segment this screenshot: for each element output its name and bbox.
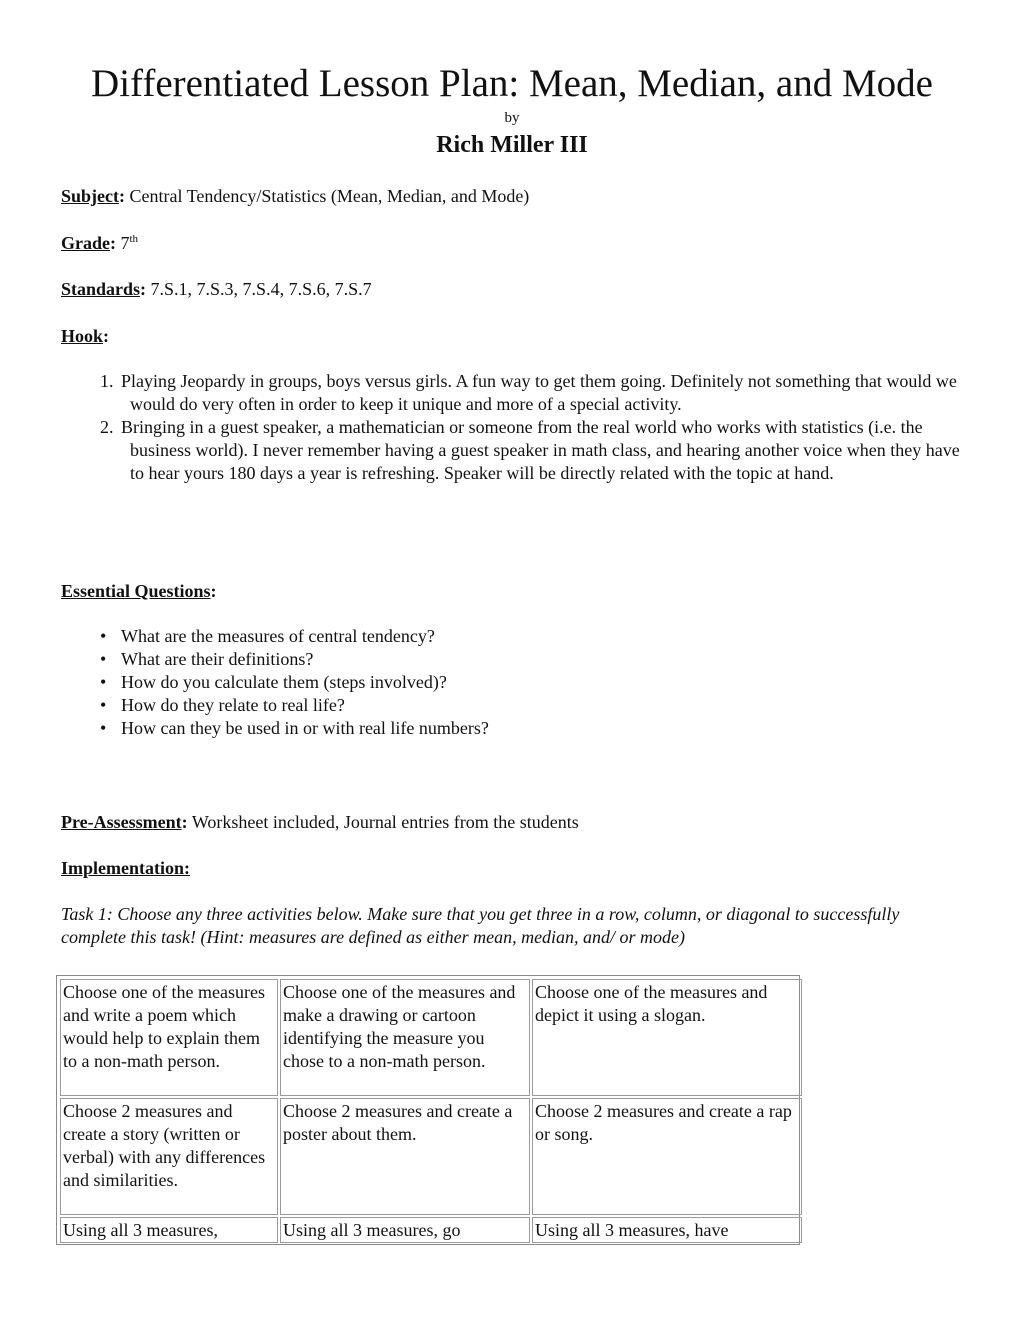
question-text: How do they relate to real life?	[121, 695, 345, 715]
bullet-icon: •	[100, 718, 107, 738]
hook-item-number: 1.	[100, 371, 114, 391]
essential-questions-colon: :	[210, 581, 217, 601]
activity-cell: Choose one of the measures and write a poem which would help to explain them to a non-math person.	[60, 979, 278, 1096]
activity-cell: Choose one of the measures and depict it using a slogan.	[532, 979, 802, 1096]
table-row	[60, 979, 802, 1096]
implementation-label: Implementation	[61, 858, 184, 878]
grade-superscript: th	[129, 233, 139, 245]
byline: by	[504, 110, 520, 126]
bullet-icon: •	[100, 672, 107, 692]
question-item	[100, 694, 900, 717]
author-name: Rich Miller III	[436, 132, 588, 158]
standards-label: Standards	[61, 279, 141, 299]
hook-item-text: Bringing in a guest speaker, a mathematician or someone from the real world who works with statistics (i.e. the business world). I never remember having a guest speaker in math class, and hearing another voice when they have to hear yours 180 days a year is refreshing. Speaker will be directly related with the topic at hand.	[121, 417, 960, 483]
activity-cell: Using all 3 measures,	[60, 1217, 278, 1243]
essential-questions-heading	[61, 580, 217, 603]
task-1-instructions: Task 1: Choose any three activities below. Make sure that you get three in a row, column, or diagonal to successfully complete this task! (Hint: measures are defined as either mean, median, and/ or mode)	[61, 904, 900, 947]
hook-colon: :	[103, 326, 110, 346]
bullet-icon: •	[100, 649, 107, 669]
standards-value: 7.S.1, 7.S.3, 7.S.4, 7.S.6, 7.S.7	[146, 279, 372, 299]
hook-list	[100, 370, 970, 485]
hook-item	[100, 416, 970, 485]
hook-item-number: 2.	[100, 417, 114, 437]
grade-colon: :	[110, 233, 116, 253]
essential-questions-list	[100, 625, 900, 740]
question-item	[100, 625, 900, 648]
question-text: What are the measures of central tendency?	[121, 626, 435, 646]
activity-cell: Using all 3 measures, have	[532, 1217, 802, 1243]
hook-item-text: Playing Jeopardy in groups, boys versus girls. A fun way to get them going. Definitely not something that would we would do very often in order to keep it unique and more of a special activity.	[121, 371, 957, 414]
pre-assessment-colon: :	[181, 812, 188, 832]
standards-line	[61, 278, 372, 301]
grade-label: Grade	[61, 233, 110, 253]
document-title: Differentiated Lesson Plan: Mean, Median, and Mode	[91, 62, 933, 105]
pre-assessment-label: Pre-Assessment	[61, 812, 182, 832]
activity-cell: Choose 2 measures and create a poster about them.	[280, 1098, 530, 1215]
essential-questions-label: Essential Questions	[61, 581, 211, 601]
implementation-heading	[61, 857, 190, 880]
bullet-icon: •	[100, 626, 107, 646]
question-item	[100, 648, 900, 671]
implementation-colon: :	[184, 858, 190, 878]
bullet-icon: •	[100, 695, 107, 715]
hook-label: Hook	[61, 326, 104, 346]
pre-assessment-value: Worksheet included, Journal entries from the students	[187, 812, 579, 832]
activity-cell: Choose 2 measures and create a story (written or verbal) with any differences and similarities.	[60, 1098, 278, 1215]
grade-line	[61, 232, 138, 255]
activity-cell: Choose one of the measures and make a drawing or cartoon identifying the measure you chose to a non-math person.	[280, 979, 530, 1096]
subject-value: Central Tendency/Statistics (Mean, Median, and Mode)	[125, 186, 530, 206]
pre-assessment-line	[61, 811, 579, 834]
table-row	[60, 1098, 802, 1215]
question-text: What are their definitions?	[121, 649, 314, 669]
hook-item	[100, 370, 970, 416]
grade-value: 7	[116, 233, 130, 253]
question-text: How can they be used in or with real life numbers?	[121, 718, 489, 738]
standards-colon: :	[140, 279, 147, 299]
activity-table	[58, 977, 804, 1245]
question-text: How do you calculate them (steps involved)?	[121, 672, 447, 692]
question-item	[100, 671, 900, 694]
subject-line	[61, 185, 529, 208]
subject-colon: :	[119, 186, 125, 206]
activity-grid	[56, 975, 800, 1245]
table-row	[60, 1217, 802, 1243]
question-item	[100, 717, 900, 740]
subject-label: Subject	[61, 186, 119, 206]
hook-heading	[61, 325, 109, 348]
activity-cell: Using all 3 measures, go	[280, 1217, 530, 1243]
activity-cell: Choose 2 measures and create a rap or song.	[532, 1098, 802, 1215]
